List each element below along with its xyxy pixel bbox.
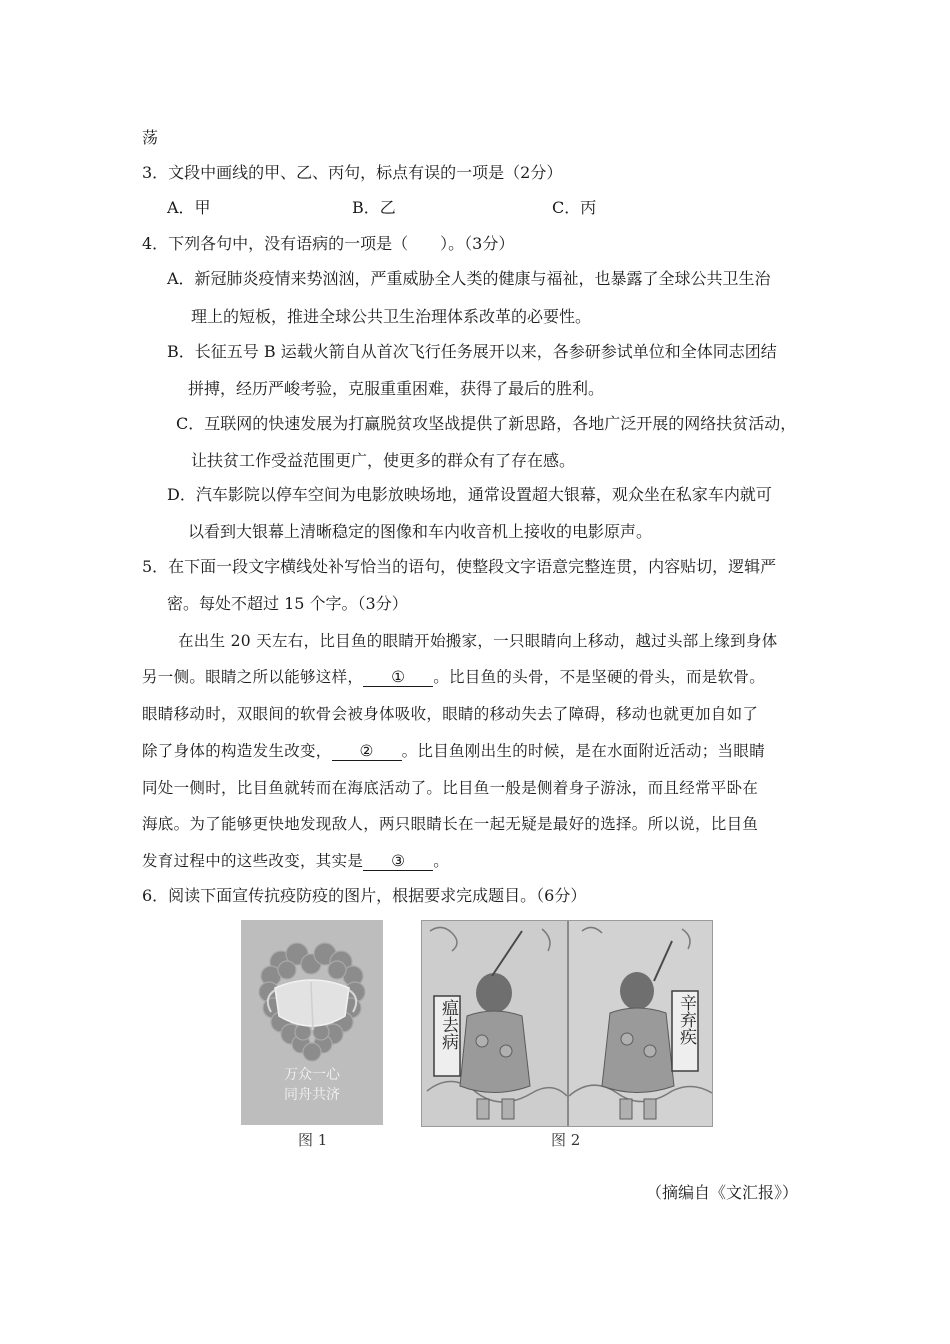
q3-option-b: B．乙 [352,198,396,217]
source-note: （摘编自《文汇报》） [646,1183,799,1202]
q5-passage-line5: 同处一侧时，比目鱼就转而在海底活动了。比目鱼一般是侧着身子游泳，而且经常平卧在 [142,779,759,797]
q5-stem-line1: 5．在下面一段文字横线处补写恰当的语句，使整段文字语意完整连贯，内容贴切，逻辑严 [142,557,777,576]
q4-option-c-line1: C．互联网的快速发展为打赢脱贫攻坚战提供了新思路，各地广泛开展的网络扶贫活动， [176,414,797,433]
q5-passage-line4 [142,740,765,762]
q3-option-a: A．甲 [167,198,211,217]
q5-passage-line1: 在出生 20 天左右，比目鱼的眼睛开始搬家，一只眼睛向上移动，越过头部上缘到身体 [178,632,778,650]
q4-option-a-line1: A．新冠肺炎疫情来势汹汹，严重威胁全人类的健康与福祉，也暴露了全球公共卫生治 [167,269,771,288]
q5-passage-line4-start: 除了身体的构造发生改变， [142,742,332,760]
figure-2-caption: 图 2 [551,1131,581,1149]
q5-passage-line2-start: 另一侧。眼睛之所以能够这样， [142,668,364,686]
figure-2-left-label: 瘟去病 [438,999,458,1050]
blank-1[interactable]: ① [363,668,433,687]
q3-stem: 3．文段中画线的甲、乙、丙句，标点有误的一项是（2分） [142,163,563,182]
blank-2[interactable]: ② [332,742,402,761]
q4-option-a-line2: 理上的短板，推进全球公共卫生治理体系改革的必要性。 [191,307,592,326]
q4-option-d-line2: 以看到大银幕上清晰稳定的图像和车内收音机上接收的电影原声。 [188,522,653,541]
q3-option-c: C．丙 [552,198,597,217]
figure-1-slogan-line1: 万众一心 [284,1067,340,1083]
q5-passage-line7-end: 。 [433,852,450,870]
door-god-illustration-icon [422,921,712,1126]
q4-option-d-line1: D．汽车影院以停车空间为电影放映场地，通常设置超大银幕，观众坐在私家车内就可 [167,485,772,504]
q4-option-b-line2: 拼搏，经历严峻考验，克服重重困难，获得了最后的胜利。 [188,379,605,398]
q5-passage-line7 [142,850,449,872]
figure-1-slogan-line2: 同舟共济 [284,1087,340,1103]
q4-option-c-line2: 让扶贫工作受益范围更广，使更多的群众有了存在感。 [191,451,576,470]
figure-1-poster [241,920,383,1125]
blank-3[interactable]: ③ [363,852,433,871]
figure-2-door-gods [421,920,713,1127]
top-fragment: 荡 [142,128,159,147]
figure-1-caption: 图 1 [298,1131,328,1149]
q4-stem: 4．下列各句中，没有语病的一项是（ ）。（3分） [142,234,515,253]
q6-stem: 6．阅读下面宣传抗疫防疫的图片，根据要求完成题目。（6分） [142,886,587,905]
figure-2-right-label: 辛弃疾 [676,994,696,1045]
q5-passage-line2-end: 。比目鱼的头骨，不是坚硬的骨头，而是软骨。 [433,668,766,686]
q5-passage-line7-start: 发育过程中的这些改变，其实是 [142,852,364,870]
q5-passage-line2 [142,666,765,688]
q5-stem-line2: 密。每处不超过 15 个字。（3分） [167,594,408,613]
q5-passage-line4-end: 。比目鱼刚出生的时候，是在水面附近活动；当眼睛 [401,742,766,760]
q4-option-b-line1: B．长征五号 B 运载火箭自从首次飞行任务展开以来，各参研参试单位和全体同志团结 [167,342,777,361]
q5-passage-line6: 海底。为了能够更快地发现敌人，两只眼睛长在一起无疑是最好的选择。所以说，比目鱼 [142,815,759,833]
q5-passage-line3: 眼睛移动时，双眼间的软骨会被身体吸收，眼睛的移动失去了障碍，移动也就更加自如了 [142,705,759,723]
